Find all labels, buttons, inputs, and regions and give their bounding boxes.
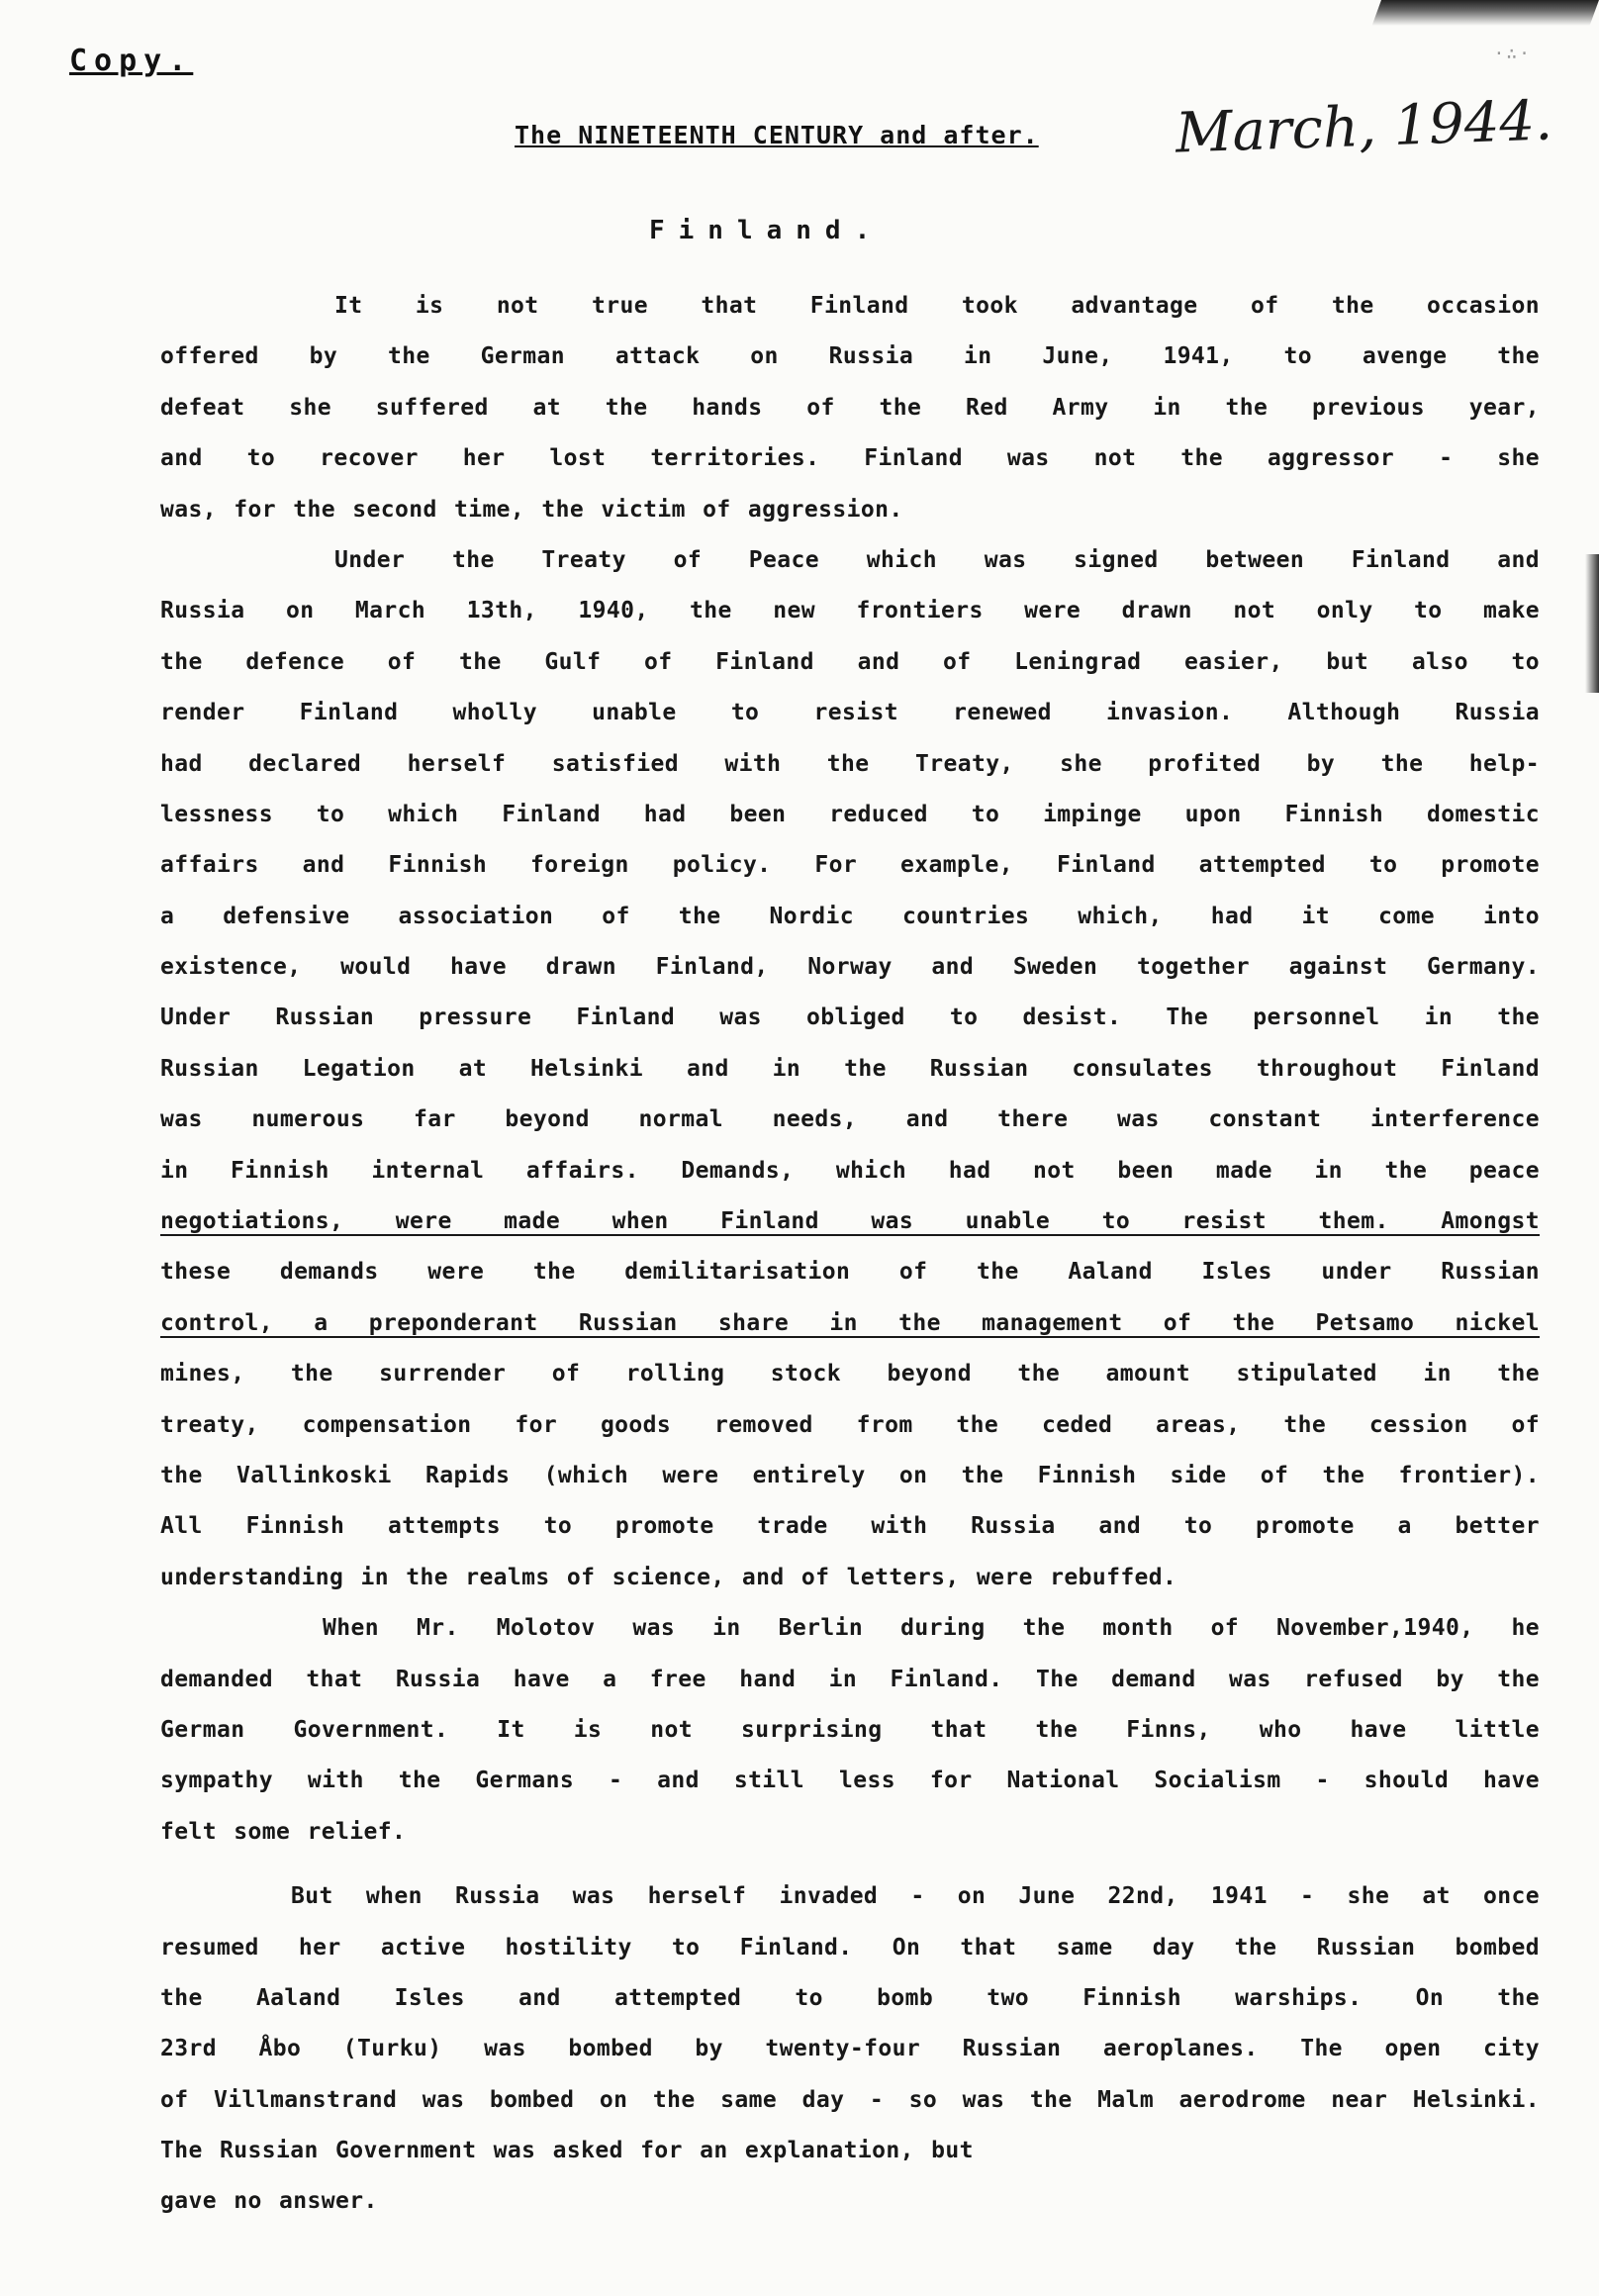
text-line: existence, would have drawn Finland, Norway and Sweden together against Germany.	[160, 954, 1540, 981]
text-line: defeat she suffered at the hands of the Red Army in the previous year,	[160, 394, 1540, 421]
text-line-underlined: was numerous far beyond normal needs, and there was constant interference	[160, 1106, 1540, 1133]
paragraph-gap	[160, 1858, 1540, 1871]
copy-label: Copy.	[69, 44, 194, 78]
text-line: understanding in the realms of science, and of letters, were rebuffed.	[160, 1564, 1177, 1590]
text-line: offered by the German attack on Russia in June, 1941, to avenge the	[160, 343, 1540, 370]
text-line: Under the Treaty of Peace which was signed between Finland and	[334, 546, 1540, 573]
text-line: affairs and Finnish foreign policy. For example, Finland attempted to promote	[160, 852, 1540, 879]
text-line: in Finnish internal affairs. Demands, which had not been made in the peace	[160, 1157, 1540, 1184]
text-line: sympathy with the Germans - and still less for National Socialism - should have	[160, 1768, 1540, 1794]
text-line: had declared herself satisfied with the Treaty, she profited by the help-	[160, 750, 1540, 777]
text-line: 23rd Åbo (Turku) was bombed by twenty-four Russian aeroplanes. The open city	[160, 2036, 1540, 2062]
text-line: All Finnish attempts to promote trade with Russia and to promote a better	[160, 1513, 1540, 1540]
document-subtitle: Finland.	[649, 216, 885, 245]
document-body	[160, 281, 1540, 2228]
text-line: was, for the second time, the victim of aggression.	[160, 496, 903, 523]
text-line-underlined: negotiations, were made when Finland was unable to resist them. Amongst	[160, 1208, 1540, 1235]
text-line: mines, the surrender of rolling stock beyond the amount stipulated in the	[160, 1361, 1540, 1387]
text-line: the defence of the Gulf of Finland and of Leningrad easier, but also to	[160, 648, 1540, 675]
text-line: resumed her active hostility to Finland. On that same day the Russian bombed	[160, 1934, 1540, 1961]
text-line: demanded that Russia have a free hand in Finland. The demand was refused by the	[160, 1666, 1540, 1692]
scan-edge-shadow	[1372, 0, 1599, 26]
scan-edge-shadow-right	[1585, 554, 1599, 693]
text-line: and to recover her lost territories. Finland was not the aggressor - she	[160, 445, 1540, 472]
text-line: The Russian Government was asked for an explanation, but	[160, 2138, 974, 2164]
text-line: of Villmanstrand was bombed on the same day - so was the Malm aerodrome near Helsinki.	[160, 2086, 1540, 2113]
text-line: treaty, compensation for goods removed from the ceded areas, the cession of	[160, 1411, 1540, 1438]
text-line: When Mr. Molotov was in Berlin during the month of November,1940, he	[323, 1615, 1540, 1642]
text-line: It is not true that Finland took advantage of the occasion	[334, 293, 1540, 319]
text-line: But when Russia was herself invaded - on June 22nd, 1941 - she at once	[291, 1883, 1540, 1910]
text-line: the Aaland Isles and attempted to bomb two Finnish warships. On the	[160, 1984, 1540, 2011]
text-line: felt some relief.	[160, 1818, 407, 1845]
text-line: gave no answer.	[160, 2188, 378, 2215]
text-line: Russia on March 13th, 1940, the new frontiers were drawn not only to make	[160, 598, 1540, 624]
text-line: render Finland wholly unable to resist renewed invasion. Although Russia	[160, 700, 1540, 726]
text-line: German Government. It is not surprising that the Finns, who have little	[160, 1716, 1540, 1743]
text-line: Under Russian pressure Finland was obliged to desist. The personnel in the	[160, 1004, 1540, 1031]
document-heading: The NINETEENTH CENTURY and after.	[515, 121, 1039, 149]
text-line: these demands were the demilitarisation of the Aaland Isles under Russian	[160, 1259, 1540, 1286]
text-line: lessness to which Finland had been reduced to impinge upon Finnish domestic	[160, 801, 1540, 827]
text-line-underlined: control, a preponderant Russian share in the management of the Petsamo nickel	[160, 1309, 1540, 1336]
handwritten-date: March, 1944.	[1174, 88, 1553, 166]
corner-stamp-mark: ·∴·	[1493, 44, 1532, 64]
text-line: a defensive association of the Nordic countries which, had it come into	[160, 903, 1540, 929]
text-line: the Vallinkoski Rapids (which were entirely on the Finnish side of the frontier).	[160, 1462, 1540, 1488]
text-line: Russian Legation at Helsinki and in the Russian consulates throughout Finland	[160, 1055, 1540, 1082]
